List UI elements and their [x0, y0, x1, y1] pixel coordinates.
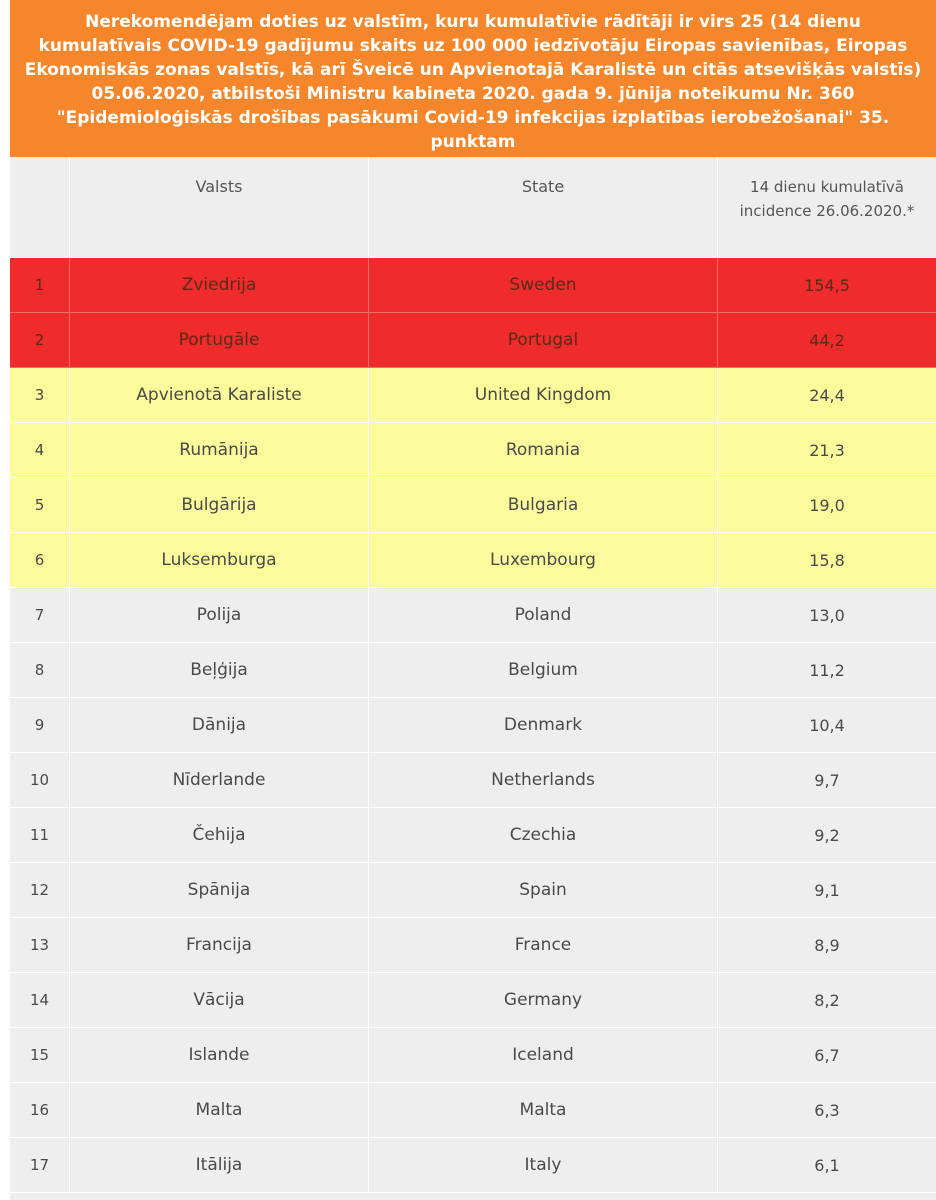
row-country-lv: Spānija — [70, 863, 369, 917]
table-row — [10, 368, 936, 423]
row-incidence-value: 21,3 — [809, 440, 845, 460]
row-number: 10 — [10, 753, 70, 807]
table-row — [10, 973, 936, 1028]
table-row — [10, 1138, 936, 1193]
row-number: 8 — [10, 643, 70, 697]
row-country-lv: Zviedrija — [70, 258, 369, 312]
row-country-en: Denmark — [369, 698, 718, 752]
table-row — [10, 588, 936, 643]
row-country-en: Spain — [369, 863, 718, 917]
row-country-en: Portugal — [369, 313, 718, 367]
table-row — [10, 1083, 936, 1138]
table-header-row — [10, 157, 936, 258]
table-row — [10, 863, 936, 918]
table-body — [10, 258, 936, 1193]
row-number: 2 — [10, 313, 70, 367]
row-country-lv: Luksemburga — [70, 533, 369, 587]
row-country-lv: Nīderlande — [70, 753, 369, 807]
row-country-en: Malta — [369, 1083, 718, 1137]
row-incidence-value: 19,0 — [809, 495, 845, 515]
table-row — [10, 918, 936, 973]
row-incidence-value: 13,0 — [809, 605, 845, 625]
row-country-en: Sweden — [369, 258, 718, 312]
row-country-en: Iceland — [369, 1028, 718, 1082]
incidence-table — [10, 157, 936, 1200]
row-incidence-value: 9,2 — [814, 825, 840, 845]
header-incidence: 14 dienu kumulatīvā incidence 26.06.2020.* — [739, 178, 915, 220]
table-row — [10, 258, 936, 313]
row-incidence-value: 24,4 — [809, 385, 845, 405]
row-country-en: Bulgaria — [369, 478, 718, 532]
row-country-en: France — [369, 918, 718, 972]
row-country-en: United Kingdom — [369, 368, 718, 422]
row-incidence-value: 44,2 — [809, 330, 845, 350]
row-country-lv: Polija — [70, 588, 369, 642]
row-number: 3 — [10, 368, 70, 422]
row-incidence-value: 10,4 — [809, 715, 845, 735]
row-number: 12 — [10, 863, 70, 917]
row-country-lv: Beļģija — [70, 643, 369, 697]
row-incidence-value: 9,7 — [814, 770, 840, 790]
row-incidence-value: 6,1 — [814, 1155, 840, 1175]
table-row — [10, 643, 936, 698]
table-row — [10, 533, 936, 588]
table-row — [10, 423, 936, 478]
row-country-lv: Čehija — [70, 808, 369, 862]
table-row — [10, 313, 936, 368]
row-country-lv: Francija — [70, 918, 369, 972]
row-country-lv: Dānija — [70, 698, 369, 752]
row-number: 1 — [10, 258, 70, 312]
row-number: 15 — [10, 1028, 70, 1082]
advisory-text: Nerekomendējam doties uz valstīm, kuru kumulatīvie rādītāji ir virs 25 (14 dienu kumulatīvais COVID-19 gadījumu skaits uz 100 000 iedzīvotāju Eiropas savienības, Eiropas Ekonomiskās zonas valstīs, kā arī Šveicē un Apvienotajā Karalistē un citās atsevišķās valstīs) 05.06.2020, atbilstoši Ministru kabineta 2020. gada 9. jūnija noteikumu Nr. 360 "Epidemioloģiskās drošības pasākumi Covid-19 infekcijas izplatības ierobežošanai" 35. punktam — [24, 12, 922, 152]
row-country-lv: Rumānija — [70, 423, 369, 477]
table-row — [10, 753, 936, 808]
row-country-lv: Vācija — [70, 973, 369, 1027]
row-country-en: Romania — [369, 423, 718, 477]
row-incidence-value: 9,1 — [814, 880, 840, 900]
table-row — [10, 698, 936, 753]
row-incidence-value: 8,9 — [814, 935, 840, 955]
row-number: 11 — [10, 808, 70, 862]
row-country-en: Luxembourg — [369, 533, 718, 587]
header-country-en: State — [369, 157, 718, 257]
row-country-en: Poland — [369, 588, 718, 642]
row-incidence-value: 6,7 — [814, 1045, 840, 1065]
row-number: 6 — [10, 533, 70, 587]
row-country-lv: Apvienotā Karaliste — [70, 368, 369, 422]
row-number: 13 — [10, 918, 70, 972]
row-number: 14 — [10, 973, 70, 1027]
row-country-en: Czechia — [369, 808, 718, 862]
row-number: 7 — [10, 588, 70, 642]
row-number: 9 — [10, 698, 70, 752]
row-country-lv: Portugāle — [70, 313, 369, 367]
row-incidence-value: 154,5 — [804, 275, 850, 295]
table-row — [10, 808, 936, 863]
row-country-lv: Bulgārija — [70, 478, 369, 532]
row-number: 4 — [10, 423, 70, 477]
row-country-lv: Islande — [70, 1028, 369, 1082]
row-country-en: Italy — [369, 1138, 718, 1192]
row-incidence-value: 15,8 — [809, 550, 845, 570]
row-number: 5 — [10, 478, 70, 532]
row-country-en: Germany — [369, 973, 718, 1027]
header-country-lv: Valsts — [70, 157, 369, 257]
advisory-banner — [10, 0, 936, 157]
header-number — [10, 157, 70, 257]
row-number: 17 — [10, 1138, 70, 1192]
table-row — [10, 1028, 936, 1083]
table-row — [10, 478, 936, 533]
row-incidence-value: 6,3 — [814, 1100, 840, 1120]
row-country-lv: Malta — [70, 1083, 369, 1137]
row-country-en: Netherlands — [369, 753, 718, 807]
row-incidence-value: 11,2 — [809, 660, 845, 680]
row-incidence-value: 8,2 — [814, 990, 840, 1010]
row-country-en: Belgium — [369, 643, 718, 697]
row-number: 16 — [10, 1083, 70, 1137]
row-country-lv: Itālija — [70, 1138, 369, 1192]
